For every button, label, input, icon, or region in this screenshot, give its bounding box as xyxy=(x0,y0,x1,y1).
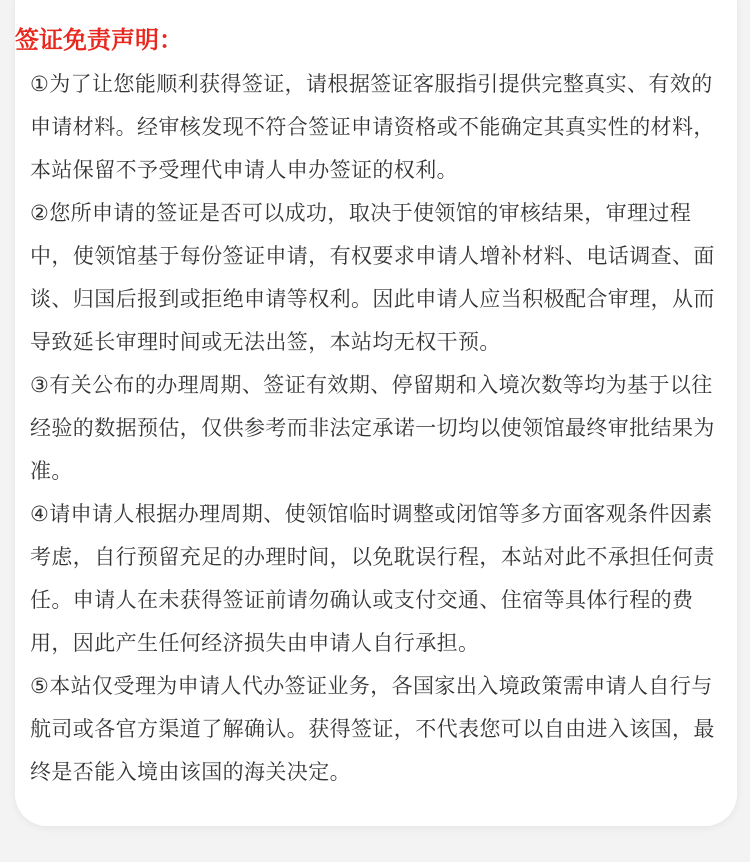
disclaimer-paragraph-2: ②您所申请的签证是否可以成功，取决于使领馆的审核结果，审理过程中，使领馆基于每份签证申请，有权要求申请人增补材料、电话调查、面谈、归国后报到或拒绝申请等权利。因此申请人应当积极配合审理，从而导致延长审理时间或无法出签，本站均无权干预。 xyxy=(30,201,715,354)
disclaimer-paragraph-3: ③有关公布的办理周期、签证有效期、停留期和入境次数等均为基于以往经验的数据预估，仅供参考而非法定承诺一切均以使领馆最终审批结果为准。 xyxy=(30,373,715,483)
disclaimer-paragraph-1: ①为了让您能顺利获得签证，请根据签证客服指引提供完整真实、有效的申请材料。经审核发现不符合签证申请资格或不能确定其真实性的材料，本站保留不予受理代申请人申办签证的权利。 xyxy=(30,72,715,182)
disclaimer-paragraph-5: ⑤本站仅受理为申请人代办签证业务，各国家出入境政策需申请人自行与航司或各官方渠道了解确认。获得签证，不代表您可以自由进入该国，最终是否能入境由该国的海关决定。 xyxy=(30,674,715,784)
disclaimer-content xyxy=(30,63,730,794)
disclaimer-title: 签证免责声明： xyxy=(15,26,183,54)
disclaimer-paragraph-4: ④请申请人根据办理周期、使领馆临时调整或闭馆等多方面客观条件因素考虑，自行预留充足的办理时间，以免耽误行程，本站对此不承担任何责任。申请人在未获得签证前请勿确认或支付交通、住宿等具体行程的费用，因此产生任何经济损失由申请人自行承担。 xyxy=(30,502,715,655)
